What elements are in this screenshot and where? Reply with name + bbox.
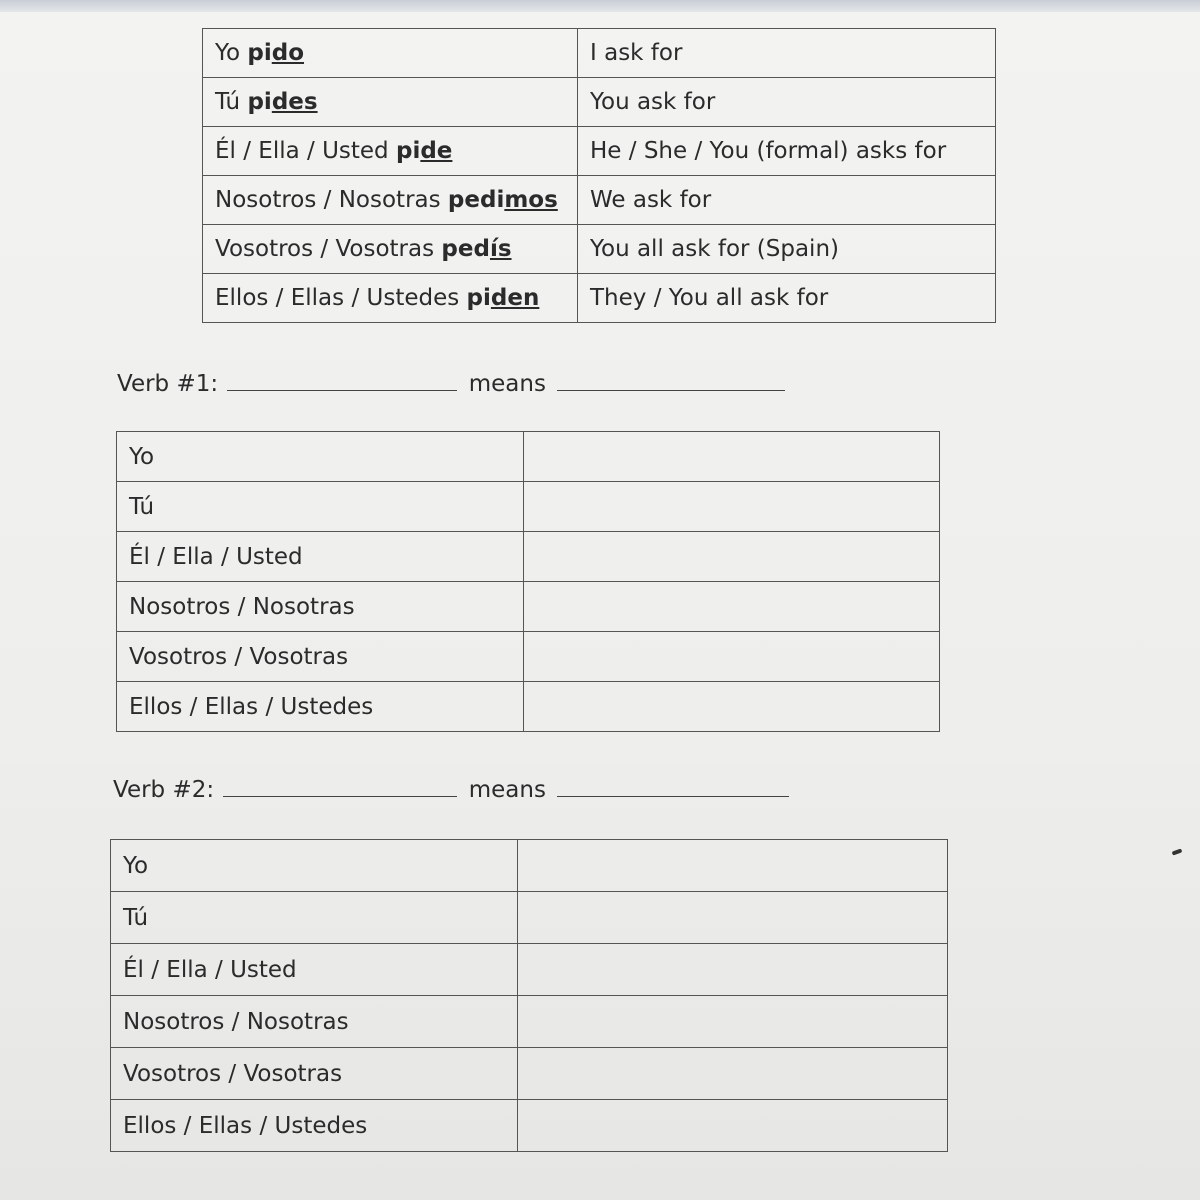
verb-form [247,40,304,66]
subject-text: Yo [215,40,241,66]
spanish-cell [203,29,578,78]
conjugation-table [202,28,996,323]
table-row [117,482,940,532]
verb2-label: Verb #2: [113,777,215,803]
table-row [111,892,948,944]
verb-stem-vowel: i [412,138,421,164]
answer-cell[interactable] [518,996,948,1048]
spanish-cell [203,78,578,127]
table-row [117,682,940,732]
verb-form [467,285,540,311]
verb1-line [117,370,785,397]
verb2-meaning-blank[interactable] [557,776,789,797]
pronoun-cell: Vosotros / Vosotras [117,632,524,682]
pronoun-cell: Nosotros / Nosotras [111,996,518,1048]
table-row [111,1100,948,1152]
verb-ending: de [420,138,453,164]
verb1-conjugation-table [116,431,940,732]
subject-text: Él / Ella / Usted [215,138,389,164]
verb-ending: des [271,89,318,115]
pronoun-cell: Tú [117,482,524,532]
table-row [111,944,948,996]
answer-cell[interactable] [518,944,948,996]
pronoun-cell: Él / Ella / Usted [111,944,518,996]
pronoun-cell: Ellos / Ellas / Ustedes [117,682,524,732]
subject-text: Nosotros / Nosotras [215,187,441,213]
spanish-cell [203,225,578,274]
english-cell: I ask for [578,29,996,78]
verb-stem: p [247,89,264,115]
pronoun-cell: Él / Ella / Usted [117,532,524,582]
verb-ending: mos [504,187,558,213]
verb2-means-label: means [468,777,546,803]
table-row [117,432,940,482]
pronoun-cell: Ellos / Ellas / Ustedes [111,1100,518,1152]
answer-cell[interactable] [518,840,948,892]
verb-stem-vowel: i [263,40,272,66]
verb-ending: do [271,40,305,66]
table-row [111,1048,948,1100]
verb-stem: p [395,138,413,164]
verb1-label: Verb #1: [117,371,219,397]
table-row [117,632,940,682]
table-row [203,78,996,127]
verb-form [396,138,452,164]
spanish-cell [203,127,578,176]
verb-stem: ped [441,236,490,262]
verb-stem-vowel: i [483,285,491,311]
table-row [203,127,996,176]
answer-cell[interactable] [524,632,940,682]
answer-cell[interactable] [524,532,940,582]
table-row [111,996,948,1048]
spanish-cell [203,274,578,323]
table-row [117,582,940,632]
window-top-bar [0,0,1200,12]
pronoun-cell: Nosotros / Nosotras [117,582,524,632]
answer-cell[interactable] [524,682,940,732]
answer-cell[interactable] [524,482,940,532]
answer-cell[interactable] [524,582,940,632]
subject-text: Tú [215,89,241,115]
answer-cell[interactable] [518,1100,948,1152]
subject-text: Vosotros / Vosotras [215,236,435,262]
pronoun-cell: Vosotros / Vosotras [111,1048,518,1100]
table-row [117,532,940,582]
verb-stem-vowel: i [496,187,505,213]
verb-ending: ís [489,236,512,262]
verb1-blank[interactable] [227,370,457,391]
table-row [203,29,996,78]
verb2-conjugation-table [110,839,948,1152]
verb1-means-label: means [468,371,546,397]
table-row [203,176,996,225]
english-cell: He / She / You (formal) asks for [578,127,996,176]
english-cell: We ask for [578,176,996,225]
verb-ending: den [490,285,540,311]
verb-stem: ped [447,187,497,213]
answer-cell[interactable] [524,432,940,482]
english-cell: You ask for [578,78,996,127]
spanish-cell [203,176,578,225]
table-row [111,840,948,892]
pronoun-cell: Yo [111,840,518,892]
verb-stem: p [466,285,483,311]
pronoun-cell: Yo [117,432,524,482]
verb1-meaning-blank[interactable] [557,370,785,391]
table-row [203,225,996,274]
pronoun-cell: Tú [111,892,518,944]
verb2-blank[interactable] [223,776,457,797]
table-row [203,274,996,323]
verb-stem: p [247,40,264,66]
english-cell: You all ask for (Spain) [578,225,996,274]
english-cell: They / You all ask for [578,274,996,323]
verb-stem-vowel: i [263,89,272,115]
verb-form [448,187,558,213]
verb2-line [113,776,789,803]
verb-form [247,89,317,115]
verb-form [441,236,511,262]
answer-cell[interactable] [518,1048,948,1100]
subject-text: Ellos / Ellas / Ustedes [215,285,460,311]
answer-cell[interactable] [518,892,948,944]
